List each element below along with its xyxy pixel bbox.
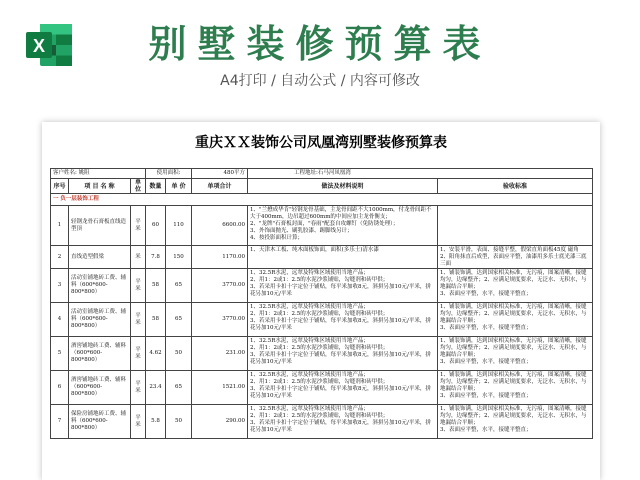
row-name: 酒窖铺地砖工费、辅料（600*600-800*800） <box>69 337 131 371</box>
table-row <box>51 246 593 269</box>
row-qty: 5.8 <box>146 405 166 439</box>
row-total: 231.00 <box>192 337 248 371</box>
row-qty: 7.8 <box>146 246 166 269</box>
row-desc: 1、32.5R水泥，远翠及特殊区域使用当地产品； 2、用1：2或1：2.5的水泥沙浆铺贴，勾缝剂和砖甲供； 3、若采用卡扣十字定位于铺贴，每平米加收8元，斜拼另加10元/平米，拼花另加10元/平米 <box>248 337 438 371</box>
row-qty: 58 <box>146 269 166 303</box>
row-name: 直线造型假梁 <box>69 246 131 269</box>
row-qty: 23.4 <box>146 371 166 405</box>
row-qty: 4.62 <box>146 337 166 371</box>
table-row <box>51 269 593 303</box>
row-unit: 平米 <box>131 269 146 303</box>
excel-icon-letter: X <box>32 36 46 56</box>
row-std: 1、铺装饰满，达到国家相关标准，无污痕，图案清晰，接缝均匀，边缘整齐；2、应满足规度要求，无泛水、无积水，与地漏结合平顺； 3、表面应平整，水平，接缝平整直； <box>438 337 593 371</box>
budget-table <box>50 168 593 439</box>
row-std: 1、铺装饰满，达到国家相关标准，无污痕，图案清晰，接缝均匀，边缘整齐；2、应满足规度要求，无泛水、无积水，与地漏结合平顺； 3、表面应平整，水平，接缝平整直； <box>438 303 593 337</box>
row-name: 保险房铺地砖工费、辅料（600*600-800*800） <box>69 405 131 439</box>
row-std <box>438 206 593 246</box>
row-no: 6 <box>51 371 69 405</box>
table-row <box>51 303 593 337</box>
info-row <box>51 169 593 179</box>
table-row <box>51 206 593 246</box>
row-unit: 平米 <box>131 206 146 246</box>
header-std: 验收标准 <box>438 179 593 194</box>
table-row <box>51 337 593 371</box>
header-unit: 单位 <box>131 179 146 194</box>
excel-icon <box>24 20 74 70</box>
row-total: 3770.00 <box>192 303 248 337</box>
row-total: 290.00 <box>192 405 248 439</box>
header-price: 单 价 <box>166 179 192 194</box>
row-desc: 1、32.5R水泥，远翠及特殊区域使用当地产品； 2、用1：2或1：2.5的水泥沙浆铺贴，勾缝剂和砖甲供； 3、若采用卡扣十字定位于铺贴，每平米加收8元，斜拼另加10元/平米，拼花另加10元/平米 <box>248 405 438 439</box>
row-std: 1、安装平滑，表面、接缝平整，假梁直角面板45度 磁角 2、阳角抹直后成型，表面应平整，油漆用多乐士底光漆三底三面 <box>438 246 593 269</box>
spreadsheet-preview <box>42 122 600 480</box>
row-unit: 平米 <box>131 303 146 337</box>
row-no: 7 <box>51 405 69 439</box>
row-price: 150 <box>166 246 192 269</box>
section-title: 一 负一层装饰工程 <box>51 194 593 206</box>
row-total: 6600.00 <box>192 206 248 246</box>
row-unit: 米 <box>131 246 146 269</box>
row-price: 50 <box>166 337 192 371</box>
hero-title: 别墅装修预算表 <box>148 22 492 66</box>
row-no: 1 <box>51 206 69 246</box>
banner <box>0 0 640 100</box>
row-no: 5 <box>51 337 69 371</box>
row-std: 1、铺装饰满，达到国家相关标准，无污痕，图案清晰，接缝均匀，边缘整齐；2、应满足规度要求，无泛水、无积水，与地漏结合平顺； 3、表面应平整，水平，接缝平整直； <box>438 269 593 303</box>
header-total: 单项合计 <box>192 179 248 194</box>
table-row <box>51 405 593 439</box>
row-price: 65 <box>166 269 192 303</box>
row-qty: 60 <box>146 206 166 246</box>
section-row <box>51 194 593 206</box>
row-unit: 平米 <box>131 337 146 371</box>
area-label: 使用面积: <box>146 169 192 179</box>
header-desc: 做法及材料说明 <box>248 179 438 194</box>
header-item-name: 项 目 名 称 <box>69 179 131 194</box>
row-no: 4 <box>51 303 69 337</box>
row-name: 酒窖铺地砖工费、辅料（600*600-800*800） <box>69 371 131 405</box>
area-value: 480平方 <box>192 169 248 179</box>
row-total: 1521.00 <box>192 371 248 405</box>
row-no: 3 <box>51 269 69 303</box>
row-desc: 1、32.5R水泥，远翠及特殊区域使用当地产品； 2、用1：2或1：2.5的水泥沙浆铺贴，勾缝剂和砖甲供； 3、若采用卡扣十字定位于铺贴，每平米加收8元，斜拼另加10元/平米，拼花另加10元/平米 <box>248 269 438 303</box>
row-price: 50 <box>166 405 192 439</box>
row-price: 65 <box>166 303 192 337</box>
row-no: 2 <box>51 246 69 269</box>
row-price: 65 <box>166 371 192 405</box>
row-total: 3770.00 <box>192 269 248 303</box>
row-desc: 1、"兰懋成华肯"轻钢龙骨基础，主龙骨间距不大1000mm，付龙骨间距不大于400mm，边吊超过600mm的中间应加主龙骨衡支； 2、"龙牌"石膏板封面，"春雨"配套自攻螺钉（免防锈处理）； 3、外饰面抛光、刷乳胶漆、踢脚线另计； 4、按投影面积计算； <box>248 206 438 246</box>
row-name: 活动室铺地砖工费、辅料（600*600-800*800） <box>69 303 131 337</box>
row-name: 活动室铺地砖工费、辅料（600*600-800*800） <box>69 269 131 303</box>
row-std: 1、铺装饰满，达到国家相关标准，无污痕，图案清晰，接缝均匀，边缘整齐；2、应满足规度要求，无泛水、无积水，与地漏结合平顺； 3、表面应平整，水平，接缝平整直； <box>438 405 593 439</box>
row-name: 轻钢龙骨石膏板直线造型顶 <box>69 206 131 246</box>
client-name: 客户姓名: 姚阻 <box>51 169 146 179</box>
hero-subtitle: A4打印 / 自动公式 / 内容可修改 <box>220 73 420 89</box>
row-unit: 平米 <box>131 371 146 405</box>
row-qty: 58 <box>146 303 166 337</box>
sheet-title: 重庆ＸＸ装饰公司凤凰湾别墅装修预算表 <box>195 135 447 151</box>
row-price: 110 <box>166 206 192 246</box>
header-qty: 数量 <box>146 179 166 194</box>
row-desc: 1、32.5R水泥，远翠及特殊区域使用当地产品； 2、用1：2或1：2.5的水泥沙浆铺贴，勾缝剂和砖甲供； 3、若采用卡扣十字定位于铺贴，每平米加收8元，斜拼另加10元/平米，拼花另加10元/平米 <box>248 303 438 337</box>
row-desc: 1、天津木工板、纯木面板饰面，面积(多乐士)清水漆 <box>248 246 438 269</box>
row-total: 1170.00 <box>192 246 248 269</box>
row-std: 1、铺装饰满，达到国家相关标准，无污痕，图案清晰，接缝均匀，边缘整齐；2、应满足规度要求，无泛水、无积水，与地漏结合平顺； 3、表面应平整，水平，接缝平整直； <box>438 371 593 405</box>
row-unit: 平米 <box>131 405 146 439</box>
row-desc: 1、32.5R水泥，远翠及特殊区域使用当地产品； 2、用1：2或1：2.5的水泥沙浆铺贴，勾缝剂和砖甲供； 3、若采用卡扣十字定位于铺贴，每平米加收8元，斜拼另加10元/平米，拼花另加10元/平米 <box>248 371 438 405</box>
table-row <box>51 371 593 405</box>
header-no: 序号 <box>51 179 69 194</box>
header-row <box>51 179 593 194</box>
project-address: 工程地址:石马河凤凰湾 <box>248 169 593 179</box>
